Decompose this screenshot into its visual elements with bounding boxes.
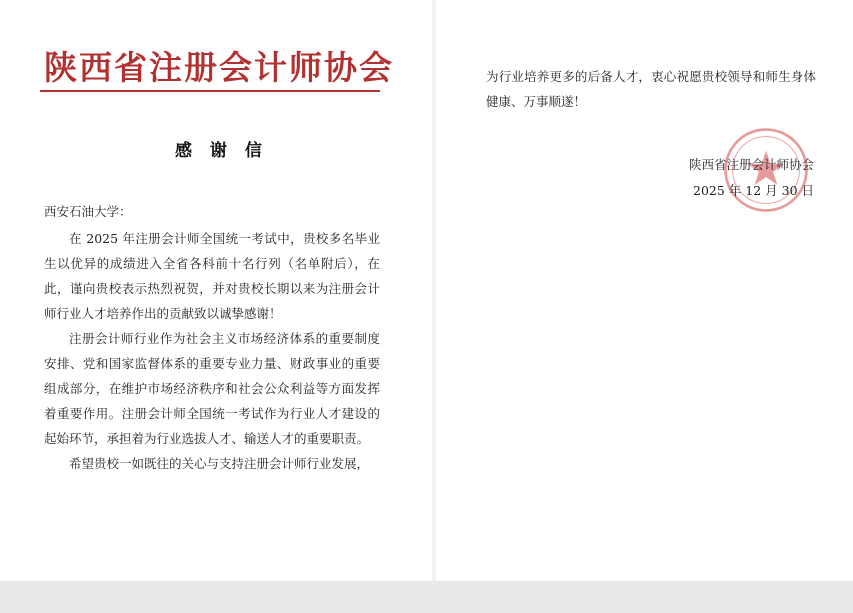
letter-body-right xyxy=(486,64,816,114)
salutation: 西安石油大学： xyxy=(44,204,132,219)
letterhead-rule xyxy=(40,90,380,92)
letter-title: 感 谢 信 xyxy=(175,141,268,161)
signature-block xyxy=(684,152,814,204)
scan-bottom-strip xyxy=(0,581,853,613)
paragraph-3-continued: 为行业培养更多的后备人才，衷心祝愿贵校领导和师生身体健康、万事顺遂！ xyxy=(486,69,816,109)
signature-org: 陕西省注册会计师协会 xyxy=(688,157,814,172)
paragraph-2: 注册会计师行业作为社会主义市场经济体系的重要制度安排、党和国家监督体系的重要专业力量、财政事业的重要组成部分，在维护市场经济秩序和社会公众利益等方面发挥着重要作用。注册会计师全国统一考试作为行业人才建设的起始环节，承担着为行业选拔人才、输送人才的重要职责。 xyxy=(44,331,380,446)
signature-date: 2025 年 12 月 30 日 xyxy=(693,183,814,198)
paragraph-1: 在 2025 年注册会计师全国统一考试中，贵校多名毕业生以优异的成绩进入全省各科前十名行列（名单附后），在此，谨向贵校表示热烈祝贺，并对贵校长期以来为注册会计师行业人才培养作出的贡献致以诚挚感谢！ xyxy=(44,231,380,321)
paragraph-3: 希望贵校一如既往的关心与支持注册会计师行业发展， xyxy=(69,456,370,471)
letterhead-org-name: 陕西省注册会计师协会 xyxy=(44,48,394,87)
letter-body-left xyxy=(44,226,380,476)
